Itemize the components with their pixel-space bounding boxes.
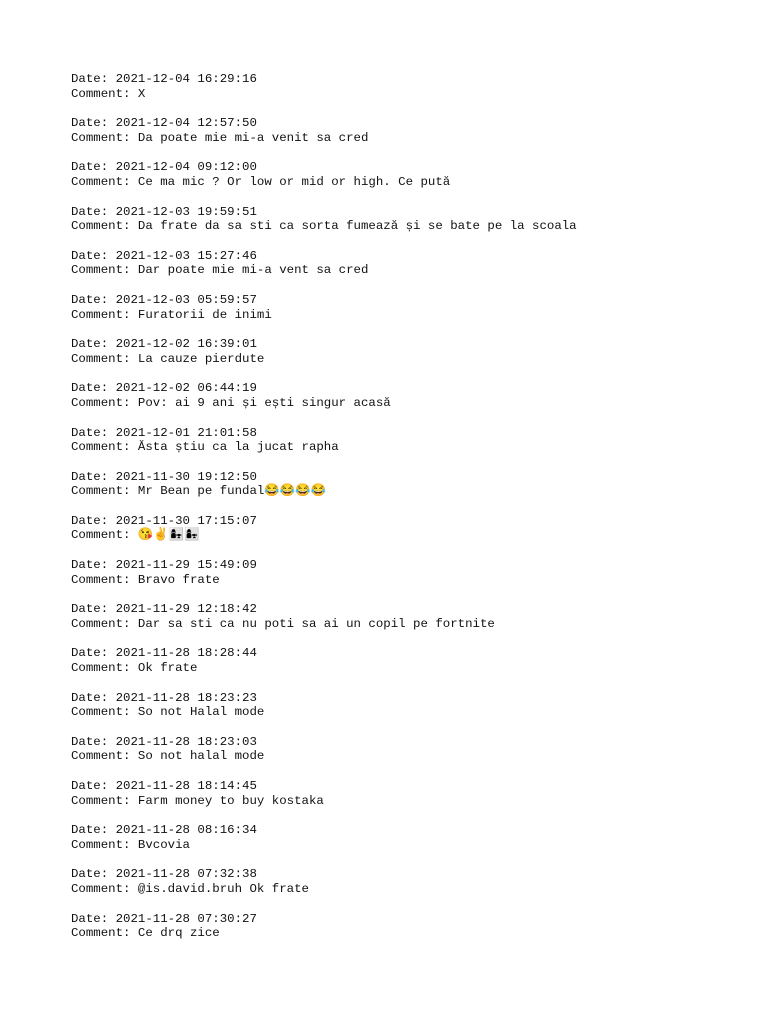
comment-label: Comment: xyxy=(71,307,138,322)
date-line xyxy=(71,72,748,87)
date-value: 2021-12-03 19:59:51 xyxy=(115,204,257,219)
comment-entry xyxy=(71,514,748,558)
comment-entry xyxy=(71,426,748,470)
comment-value: Dar sa sti ca nu poti sa ai un copil pe fortnite xyxy=(137,616,495,631)
comment-value: @is.david.bruh Ok frate xyxy=(137,881,309,896)
comment-label: Comment: xyxy=(71,572,138,587)
comment-label: Comment: xyxy=(71,837,138,852)
comment-value: 😘✌️👩‍👧👩‍👧 xyxy=(137,528,200,543)
comment-line xyxy=(71,87,748,102)
date-line xyxy=(71,823,748,838)
date-line xyxy=(71,205,748,220)
comment-label: Comment: xyxy=(71,351,138,366)
date-value: 2021-12-04 09:12:00 xyxy=(115,160,257,175)
date-value: 2021-11-28 18:23:03 xyxy=(115,734,257,749)
comment-line xyxy=(71,219,748,234)
date-line xyxy=(71,337,748,352)
comment-label: Comment: xyxy=(71,130,138,145)
comment-line xyxy=(71,396,748,411)
comment-value: Ok frate xyxy=(137,661,198,676)
comment-entry xyxy=(71,823,748,867)
comment-label: Comment: xyxy=(71,616,138,631)
date-value: 2021-11-28 08:16:34 xyxy=(115,823,257,838)
date-value: 2021-12-04 12:57:50 xyxy=(115,116,257,131)
comment-entry xyxy=(71,337,748,381)
date-line xyxy=(71,646,748,661)
date-line xyxy=(71,912,748,927)
comment-label: Comment: xyxy=(71,440,138,455)
comment-value: Ăsta știu ca la jucat rapha xyxy=(137,440,339,455)
comment-value: Pov: ai 9 ani și ești singur acasă xyxy=(137,395,391,410)
comment-label: Comment: xyxy=(71,661,138,676)
date-label: Date: xyxy=(71,513,116,528)
date-label: Date: xyxy=(71,337,116,352)
date-value: 2021-12-04 16:29:16 xyxy=(115,72,257,86)
date-line xyxy=(71,381,748,396)
date-line xyxy=(71,160,748,175)
date-line xyxy=(71,249,748,264)
comment-label: Comment: xyxy=(71,484,138,499)
comment-value: Da poate mie mi-a venit sa cred xyxy=(137,130,369,145)
comment-line xyxy=(71,749,748,764)
comment-entry xyxy=(71,779,748,823)
date-label: Date: xyxy=(71,72,116,86)
comment-value: La cauze pierdute xyxy=(137,351,265,366)
comment-label: Comment: xyxy=(71,86,138,101)
date-label: Date: xyxy=(71,558,116,573)
date-label: Date: xyxy=(71,867,116,882)
date-label: Date: xyxy=(71,779,116,793)
comment-line xyxy=(71,263,748,278)
entry-list xyxy=(71,72,748,956)
comment-label: Comment: xyxy=(71,793,138,808)
comment-entry xyxy=(71,558,748,602)
comment-line xyxy=(71,175,748,190)
comment-value: Bvcovia xyxy=(137,837,190,852)
date-value: 2021-11-28 18:14:45 xyxy=(115,779,257,793)
date-label: Date: xyxy=(71,469,116,484)
date-value: 2021-11-30 19:12:50 xyxy=(115,469,257,484)
date-value: 2021-12-01 21:01:58 xyxy=(115,425,257,440)
date-value: 2021-11-29 15:49:09 xyxy=(115,558,257,573)
comment-value: X xyxy=(137,86,146,101)
date-label: Date: xyxy=(71,204,116,219)
comment-entry xyxy=(71,160,748,204)
comment-entry xyxy=(71,912,748,956)
date-value: 2021-11-28 07:32:38 xyxy=(115,867,257,882)
comment-value: Bravo frate xyxy=(137,572,220,587)
date-label: Date: xyxy=(71,248,116,263)
date-label: Date: xyxy=(71,425,116,440)
date-label: Date: xyxy=(71,823,116,838)
date-value: 2021-12-02 16:39:01 xyxy=(115,337,257,352)
comment-line xyxy=(71,440,748,455)
date-value: 2021-12-03 15:27:46 xyxy=(115,248,257,263)
date-line xyxy=(71,779,748,794)
date-label: Date: xyxy=(71,646,116,661)
comment-entry xyxy=(71,381,748,425)
comment-line xyxy=(71,352,748,367)
comment-entry xyxy=(71,293,748,337)
comment-line xyxy=(71,528,748,543)
date-value: 2021-12-03 05:59:57 xyxy=(115,292,257,307)
comment-value: Ce ma mic ? Or low or mid or high. Ce pută xyxy=(137,174,451,189)
date-label: Date: xyxy=(71,690,116,705)
comment-log xyxy=(71,72,748,956)
comment-value: So not Halal mode xyxy=(137,705,265,720)
comment-entry xyxy=(71,602,748,646)
comment-value: Farm money to buy kostaka xyxy=(137,793,324,808)
comment-entry xyxy=(71,867,748,911)
date-label: Date: xyxy=(71,734,116,749)
comment-label: Comment: xyxy=(71,263,138,278)
date-line xyxy=(71,293,748,308)
date-label: Date: xyxy=(71,116,116,131)
date-value: 2021-11-28 07:30:27 xyxy=(115,911,257,926)
comment-value: So not halal mode xyxy=(137,749,265,764)
date-label: Date: xyxy=(71,602,116,617)
comment-line xyxy=(71,882,748,897)
comment-value: Mr Bean pe fundal😂😂😂😂 xyxy=(137,484,327,499)
comment-entry xyxy=(71,646,748,690)
comment-label: Comment: xyxy=(71,881,138,896)
date-value: 2021-11-28 18:28:44 xyxy=(115,646,257,661)
comment-entry xyxy=(71,691,748,735)
comment-value: Da frate da sa sti ca sorta fumează și se bate pe la scoala xyxy=(137,219,577,234)
comment-line xyxy=(71,573,748,588)
comment-line xyxy=(71,705,748,720)
comment-line xyxy=(71,484,748,499)
comment-value: Ce drq zice xyxy=(137,926,220,941)
comment-entry xyxy=(71,72,748,116)
date-line xyxy=(71,558,748,573)
date-value: 2021-11-28 18:23:23 xyxy=(115,690,257,705)
comment-label: Comment: xyxy=(71,749,138,764)
date-line xyxy=(71,470,748,485)
date-value: 2021-12-02 06:44:19 xyxy=(115,381,257,396)
date-line xyxy=(71,514,748,529)
comment-entry xyxy=(71,116,748,160)
comment-line xyxy=(71,838,748,853)
comment-line xyxy=(71,794,748,809)
comment-label: Comment: xyxy=(71,926,138,941)
date-line xyxy=(71,426,748,441)
comment-line xyxy=(71,926,748,941)
comment-label: Comment: xyxy=(71,174,138,189)
comment-value: Furatorii de inimi xyxy=(137,307,272,322)
comment-label: Comment: xyxy=(71,219,138,234)
comment-line xyxy=(71,308,748,323)
date-line xyxy=(71,735,748,750)
comment-line xyxy=(71,661,748,676)
date-line xyxy=(71,602,748,617)
date-label: Date: xyxy=(71,911,116,926)
comment-value: Dar poate mie mi-a vent sa cred xyxy=(137,263,369,278)
comment-label: Comment: xyxy=(71,395,138,410)
date-line xyxy=(71,867,748,882)
date-value: 2021-11-29 12:18:42 xyxy=(115,602,257,617)
comment-label: Comment: xyxy=(71,705,138,720)
comment-line xyxy=(71,131,748,146)
comment-entry xyxy=(71,470,748,514)
comment-entry xyxy=(71,735,748,779)
date-label: Date: xyxy=(71,292,116,307)
comment-entry xyxy=(71,249,748,293)
comment-label: Comment: xyxy=(71,528,138,543)
date-value: 2021-11-30 17:15:07 xyxy=(115,513,257,528)
date-line xyxy=(71,691,748,706)
date-line xyxy=(71,116,748,131)
comment-entry xyxy=(71,205,748,249)
date-label: Date: xyxy=(71,381,116,396)
comment-line xyxy=(71,617,748,632)
date-label: Date: xyxy=(71,160,116,175)
